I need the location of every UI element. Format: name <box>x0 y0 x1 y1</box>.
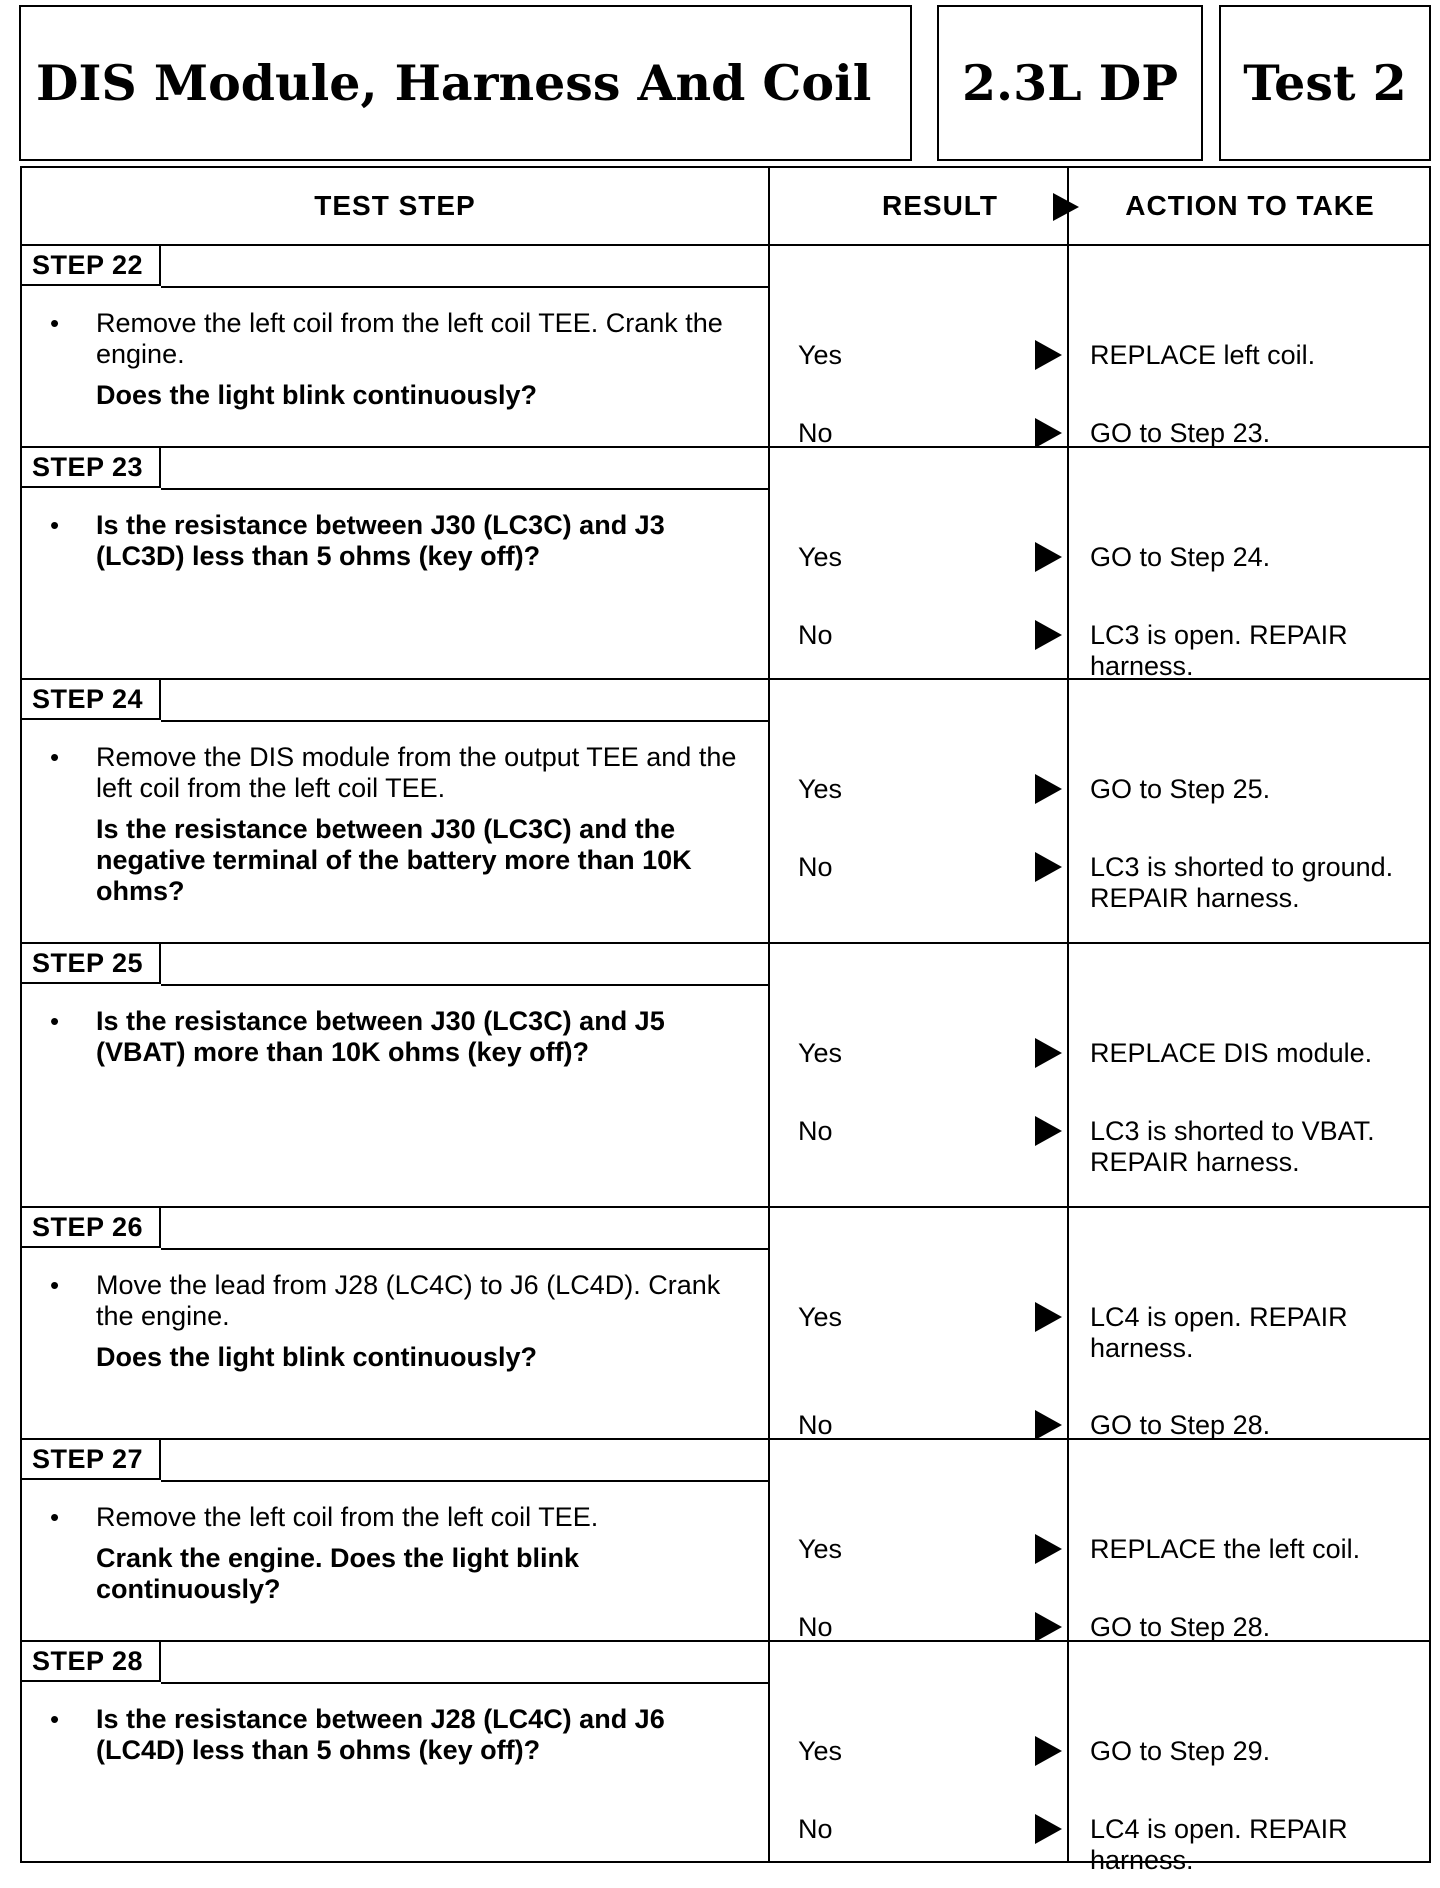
step-question: Is the resistance between J28 (LC4C) and J6 (LC4D) less than 5 ohms (key off)? <box>96 1704 665 1765</box>
step-divider <box>161 1682 768 1684</box>
result-yes: Yes <box>798 340 843 370</box>
arrow-right-icon <box>1035 340 1062 370</box>
step-divider <box>161 1248 768 1250</box>
step-divider <box>161 1480 768 1482</box>
action-no: LC3 is shorted to VBAT. REPAIR harness. <box>1090 1116 1375 1177</box>
step-row <box>22 1642 1429 1875</box>
step-label: STEP 25 <box>22 944 161 984</box>
step-divider <box>161 984 768 986</box>
test-box <box>1219 5 1431 161</box>
action-yes: LC4 is open. REPAIR harness. <box>1090 1302 1348 1363</box>
action-yes: REPLACE left coil. <box>1090 340 1316 370</box>
step-label: STEP 22 <box>22 246 161 286</box>
step-question: Is the resistance between J30 (LC3C) and J5 (VBAT) more than 10K ohms (key off)? <box>96 1006 665 1067</box>
action-yes: GO to Step 29. <box>1090 1736 1271 1766</box>
step-instructions <box>50 1704 756 1776</box>
step-question: Crank the engine. Does the light blink continuously? <box>96 1543 580 1604</box>
step-text: Move the lead from J28 (LC4C) to J6 (LC4D). Crank the engine. <box>96 1270 721 1331</box>
arrow-right-icon <box>1035 1612 1062 1642</box>
step-question: Is the resistance between J30 (LC3C) and J3 (LC3D) less than 5 ohms (key off)? <box>96 510 665 571</box>
arrow-right-icon <box>1035 852 1062 882</box>
action-no: LC4 is open. REPAIR harness. <box>1090 1814 1348 1875</box>
step-label: STEP 24 <box>22 680 161 720</box>
step-instructions <box>50 1502 756 1615</box>
step-text: Remove the left coil from the left coil TEE. Crank the engine. <box>96 308 723 369</box>
step-row <box>22 944 1429 1208</box>
action-no: LC3 is shorted to ground. REPAIR harness. <box>1090 852 1394 913</box>
bullet-icon: • <box>50 1270 60 1300</box>
engine-box <box>937 5 1203 161</box>
arrow-right-icon <box>1035 1302 1062 1332</box>
step-instructions <box>50 1006 756 1078</box>
engine-label: 2.3L DP <box>961 54 1179 112</box>
bullet-icon: • <box>50 1502 60 1532</box>
bullet-icon: • <box>50 308 60 338</box>
column-header-test-step: TEST STEP <box>22 168 768 246</box>
action-yes: REPLACE DIS module. <box>1090 1038 1373 1068</box>
step-label: STEP 26 <box>22 1208 161 1248</box>
result-yes: Yes <box>798 1038 843 1068</box>
column-header-result <box>770 168 1067 246</box>
test-label: Test 2 <box>1243 54 1407 112</box>
result-no: No <box>798 1116 833 1146</box>
arrow-right-icon <box>1035 542 1062 572</box>
page-title: DIS Module, Harness And Coil <box>36 54 872 112</box>
column-divider <box>768 168 770 1861</box>
action-yes: REPLACE the left coil. <box>1090 1534 1361 1564</box>
bullet-icon: • <box>50 1704 60 1734</box>
column-header-action: ACTION TO TAKE <box>1069 168 1431 246</box>
arrow-right-icon <box>1035 1038 1062 1068</box>
step-question: Is the resistance between J30 (LC3C) and the negative terminal of the battery more than 10K ohms? <box>96 814 692 906</box>
arrow-right-icon <box>1035 1534 1062 1564</box>
step-question: Does the light blink continuously? <box>96 1342 538 1372</box>
result-no: No <box>798 418 833 448</box>
step-row <box>22 680 1429 944</box>
column-divider <box>1067 168 1069 1861</box>
arrow-right-icon <box>1035 774 1062 804</box>
step-label: STEP 23 <box>22 448 161 488</box>
step-row <box>22 246 1429 448</box>
step-text: Remove the left coil from the left coil TEE. <box>96 1502 599 1532</box>
column-header-result-label: RESULT <box>882 190 998 221</box>
title-box <box>19 5 912 161</box>
arrow-right-icon <box>1035 620 1062 650</box>
result-yes: Yes <box>798 1736 843 1766</box>
step-instructions <box>50 1270 756 1383</box>
step-divider <box>161 488 768 490</box>
action-yes: GO to Step 25. <box>1090 774 1271 804</box>
arrow-right-icon <box>1035 1736 1062 1766</box>
action-no: GO to Step 28. <box>1090 1612 1271 1642</box>
bullet-icon: • <box>50 742 60 772</box>
result-yes: Yes <box>798 774 843 804</box>
result-no: No <box>798 1612 833 1642</box>
step-label: STEP 27 <box>22 1440 161 1480</box>
step-instructions <box>50 510 756 582</box>
arrow-right-icon <box>1035 1410 1062 1440</box>
step-question: Does the light blink continuously? <box>96 380 538 410</box>
action-no: LC3 is open. REPAIR harness. <box>1090 620 1348 681</box>
step-divider <box>161 286 768 288</box>
step-instructions <box>50 308 756 421</box>
bullet-icon: • <box>50 510 60 540</box>
result-no: No <box>798 620 833 650</box>
action-yes: GO to Step 24. <box>1090 542 1271 572</box>
step-label: STEP 28 <box>22 1642 161 1682</box>
result-yes: Yes <box>798 1302 843 1332</box>
result-yes: Yes <box>798 1534 843 1564</box>
result-no: No <box>798 1814 833 1844</box>
diagnostic-table <box>20 166 1431 1875</box>
bullet-icon: • <box>50 1006 60 1036</box>
arrow-right-icon <box>1035 418 1062 448</box>
step-row <box>22 1440 1429 1642</box>
step-instructions <box>50 742 756 917</box>
step-row <box>22 1208 1429 1440</box>
step-row <box>22 448 1429 680</box>
arrow-right-icon <box>1035 1116 1062 1146</box>
action-no: GO to Step 23. <box>1090 418 1271 448</box>
result-no: No <box>798 852 833 882</box>
arrow-right-icon <box>1035 1814 1062 1844</box>
step-text: Remove the DIS module from the output TEE and the left coil from the left coil TEE. <box>96 742 737 803</box>
step-divider <box>161 720 768 722</box>
result-yes: Yes <box>798 542 843 572</box>
action-no: GO to Step 28. <box>1090 1410 1271 1440</box>
result-no: No <box>798 1410 833 1440</box>
